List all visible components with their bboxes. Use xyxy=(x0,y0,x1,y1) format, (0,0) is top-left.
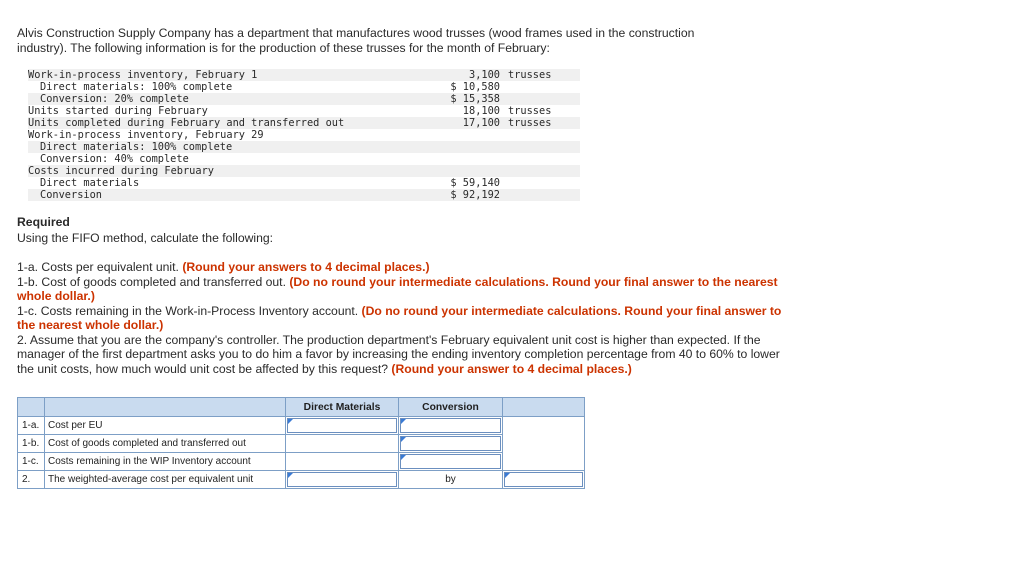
cogs-transferred-input[interactable] xyxy=(399,435,503,453)
question-instruction: (Do no round your intermediate calculations. Round your final answer to the nearest whole dollar.) xyxy=(17,274,778,303)
data-row-unit: trusses xyxy=(508,117,552,129)
data-row-value: $ 59,140 xyxy=(450,177,500,189)
data-row-label: Work-in-process inventory, February 1 xyxy=(28,69,258,81)
table-row xyxy=(18,453,585,471)
data-row-label: Conversion: 40% complete xyxy=(40,153,189,165)
row-number: 2. xyxy=(18,471,45,489)
question-list xyxy=(17,260,792,376)
header-blank xyxy=(503,398,585,417)
empty-cell xyxy=(503,417,585,471)
data-row-label: Conversion: 20% complete xyxy=(40,93,189,105)
header-blank xyxy=(45,398,286,417)
data-row xyxy=(28,129,580,141)
row-number: 1-c. xyxy=(18,453,45,471)
row-label: Cost per EU xyxy=(45,417,286,435)
production-data-table xyxy=(28,69,580,201)
data-row-label: Conversion xyxy=(40,189,102,201)
data-row-label: Work-in-process inventory, February 29 xyxy=(28,129,264,141)
data-row-label: Units started during February xyxy=(28,105,208,117)
answer-table xyxy=(17,397,585,489)
data-row xyxy=(28,69,580,81)
change-direction-input[interactable] xyxy=(503,471,585,489)
row-label: Costs remaining in the WIP Inventory account xyxy=(45,453,286,471)
cost-per-eu-dm-input[interactable] xyxy=(286,417,399,435)
question-1a xyxy=(17,260,792,275)
intro-paragraph: Alvis Construction Supply Company has a department that manufactures wood trusses (wood frames used in the construction industry). The following information is for the production of these trusses for the month of February: xyxy=(17,26,695,55)
row-label: The weighted-average cost per equivalent unit xyxy=(45,471,286,489)
data-row-label: Direct materials xyxy=(40,177,140,189)
data-row-value: $ 92,192 xyxy=(450,189,500,201)
row-number: 1-b. xyxy=(18,435,45,453)
empty-cell xyxy=(286,435,399,453)
required-subheading: Using the FIFO method, calculate the following: xyxy=(17,231,274,245)
data-row xyxy=(28,165,580,177)
data-row xyxy=(28,93,580,105)
data-row xyxy=(28,153,580,165)
question-text: 1-b. Cost of goods completed and transferred out. xyxy=(17,274,290,289)
question-text: 1-a. Costs per equivalent unit. xyxy=(17,260,183,274)
wip-remaining-input[interactable] xyxy=(399,453,503,471)
data-row xyxy=(28,189,580,201)
data-row-label: Direct materials: 100% complete xyxy=(40,81,233,93)
data-row-value: 18,100 xyxy=(462,105,500,117)
question-instruction: (Round your answers to 4 decimal places.) xyxy=(182,260,430,274)
data-row xyxy=(28,141,580,153)
table-row xyxy=(18,417,585,435)
answer-header-row xyxy=(18,398,585,417)
data-row-label: Costs incurred during February xyxy=(28,165,214,177)
weighted-average-cost-input[interactable] xyxy=(286,471,399,489)
cost-per-eu-conversion-input[interactable] xyxy=(399,417,503,435)
header-blank xyxy=(18,398,45,417)
table-row xyxy=(18,435,585,453)
question-instruction: (Round your answer to 4 decimal places.) xyxy=(391,361,632,376)
row-label: Cost of goods completed and transferred out xyxy=(45,435,286,453)
header-direct-materials: Direct Materials xyxy=(286,398,399,417)
question-2 xyxy=(17,333,792,377)
table-row xyxy=(18,471,585,489)
data-row-label: Units completed during February and transferred out xyxy=(28,117,345,129)
question-instruction: (Do no round your intermediate calculations. Round your final answer to the nearest whole dollar.) xyxy=(17,303,782,332)
header-conversion: Conversion xyxy=(399,398,503,417)
by-label: by xyxy=(399,471,503,489)
data-row-value: $ 15,358 xyxy=(450,93,500,105)
question-text: 1-c. Costs remaining in the Work-in-Process Inventory account. xyxy=(17,303,362,318)
data-row-value: $ 10,580 xyxy=(450,81,500,93)
question-1c xyxy=(17,304,792,333)
required-heading: Required xyxy=(17,215,70,229)
data-row xyxy=(28,117,580,129)
question-1b xyxy=(17,275,792,304)
data-row-value: 3,100 xyxy=(469,69,500,81)
data-row-unit: trusses xyxy=(508,69,552,81)
data-row xyxy=(28,177,580,189)
data-row xyxy=(28,105,580,117)
row-number: 1-a. xyxy=(18,417,45,435)
data-row-value: 17,100 xyxy=(462,117,500,129)
data-row-label: Direct materials: 100% complete xyxy=(40,141,233,153)
empty-cell xyxy=(286,453,399,471)
question-text: 2. Assume that you are the company's controller. The production department's February equivalent unit cost is higher than expected. If the manager of the first department asks you to do him a favor by increasing the ending inventory completion percentage from 40 to 60% to lower the unit costs, how much would unit cost be affected by this request? xyxy=(17,332,780,376)
data-row xyxy=(28,81,580,93)
data-row-unit: trusses xyxy=(508,105,552,117)
